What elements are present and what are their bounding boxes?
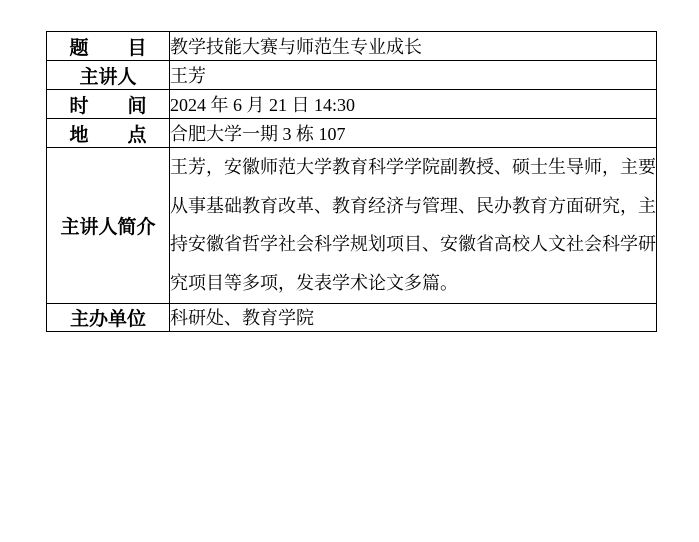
- row-label-text: 地 点: [69, 124, 164, 146]
- row-value-time: 2024 年 6 月 21 日 14:30: [170, 90, 657, 119]
- table-row: [47, 303, 657, 331]
- row-label-bio: [47, 148, 170, 304]
- row-label-text: 题 目: [69, 37, 164, 59]
- row-label-text: 主办单位: [69, 308, 146, 330]
- row-label-organizer: [47, 303, 170, 331]
- row-label-text: 主讲人简介: [60, 216, 156, 238]
- row-label-time: [47, 90, 170, 119]
- row-label-place: [47, 119, 170, 148]
- row-value-speaker: 王芳: [170, 61, 657, 90]
- table-row: [47, 119, 657, 148]
- row-value-bio: 王芳，安徽师范大学教育科学学院副教授、硕士生导师，主要从事基础教育改革、教育经济与管理、民办教育方面研究，主持安徽省哲学社会科学规划项目、安徽省高校人文社会科学研究项目等多项，发表学术论文多篇。: [170, 148, 657, 304]
- row-value-organizer: 科研处、教育学院: [170, 303, 657, 331]
- table-row: [47, 32, 657, 61]
- row-label-text: 时 间: [69, 95, 164, 117]
- table-row: [47, 148, 657, 304]
- row-value-place: 合肥大学一期 3 栋 107: [170, 119, 657, 148]
- lecture-info-table: [46, 31, 657, 332]
- table-row: [47, 90, 657, 119]
- row-label-speaker: [47, 61, 170, 90]
- row-value-title: 教学技能大赛与师范生专业成长: [170, 32, 657, 61]
- row-label-title: [47, 32, 170, 61]
- row-label-text: 主讲人: [79, 66, 137, 88]
- table-row: [47, 61, 657, 90]
